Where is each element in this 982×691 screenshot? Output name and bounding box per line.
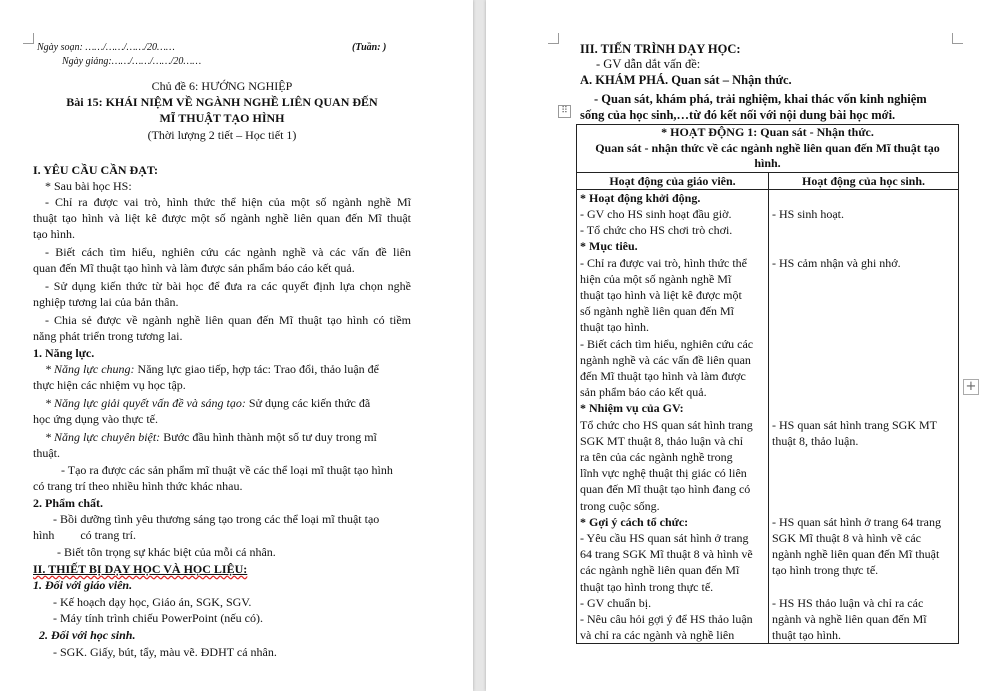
student-activity-line: [772, 190, 955, 206]
teacher-activity-line: - Chỉ ra được vai trò, hình thức thể: [580, 255, 747, 270]
teacher-activity-line: và chỉ ra các ngành và nghề liên: [580, 628, 735, 643]
teacher-activity-line: - Tổ chức cho HS chơi trò chơi.: [580, 223, 733, 238]
student-activity-line: - HS quan sát hình trang SGK MT: [772, 417, 937, 432]
student-activity-line: - HS sinh hoạt.: [772, 206, 844, 221]
student-activity-line: [772, 449, 955, 465]
teacher-activity-line: các ngành nghề liên quan đến Mĩ: [580, 563, 740, 578]
part-a-heading: A. KHÁM PHÁ. Quan sát – Nhận thức.: [580, 73, 792, 87]
competency-specific-cont: - Tạo ra được các sản phẩm mĩ thuật về các thể loại mĩ thuật tạo hình: [61, 463, 393, 477]
competency-problem-text: Sử dụng các kiến thức đã: [245, 396, 371, 410]
teacher-subheading: * Hoạt động khởi động.: [580, 190, 701, 205]
table-title-line: Quan sát - nhận thức về các ngành nghề liên quan đến Mĩ thuật tạo: [595, 140, 940, 155]
lesson-title-line-1: Bài 15: KHÁI NIỆM VỀ NGÀNH NGHỀ LIÊN QUAN ĐẾN: [66, 95, 378, 109]
teacher-activity-line: quan đến Mĩ thuật tạo hình đang có: [580, 482, 751, 497]
quality-line: - Bồi dưỡng tình yêu thương sáng tạo trong các thể loại mĩ thuật tạo: [53, 512, 380, 526]
competency-problem-solving: [33, 396, 423, 412]
section-2-heading: [33, 562, 411, 578]
teacher-activity-line: - Nêu câu hỏi gợi ý để HS thảo luận: [580, 611, 753, 626]
teacher-activity-line: - Yêu cầu HS quan sát hình ở trang: [580, 530, 749, 545]
student-activity-line: [772, 238, 955, 254]
teacher-activity-line: lĩnh vực nghệ thuật thị giác có liên: [580, 466, 747, 481]
quality-line-end: có trang trí.: [80, 528, 136, 542]
competency-general-text: Năng lực giao tiếp, hợp tác: Trao đổi, thảo luận để: [134, 362, 380, 376]
objective-line: - Chỉ ra được vai trò, hình thức thể hiện của một số ngành nghề Mĩ: [45, 195, 411, 209]
student-activity-line: thuật 8, thảo luận.: [772, 433, 859, 448]
student-activity-line: - HS quan sát hình ở trang 64 trang: [772, 514, 941, 529]
student-material: - SGK. Giấy, bút, tẩy, màu vẽ. ĐDHT cá nhân.: [53, 645, 277, 659]
document-page-right: [486, 0, 982, 691]
teacher-activity-line: SGK MT thuật 8, thảo luận và chỉ: [580, 433, 744, 448]
lesson-duration: (Thời lượng 2 tiết – Học tiết 1): [147, 128, 297, 142]
activity-table: [576, 124, 959, 644]
part-a-description-cont: sống của học sinh,…từ đó kết nối với nội dung bài học mới.: [580, 108, 896, 122]
student-activity-line: [772, 303, 955, 319]
student-activity-line: [772, 481, 955, 497]
section-2-heading-text: II. THIẾT BỊ DẠY HỌC VÀ HỌC LIỆU:: [33, 562, 248, 576]
table-title-row: [577, 125, 959, 173]
table-header-row: [577, 172, 959, 189]
teacher-activity-line: 64 trang SGK Mĩ thuật 8 và hình vẽ: [580, 547, 753, 562]
week-label: (Tuần: ): [352, 42, 387, 53]
part-a-description: - Quan sát, khám phá, trải nghiệm, khai thác vốn kinh nghiệm: [594, 92, 927, 106]
table-title-cell: [577, 125, 959, 173]
date-plan: Ngày soạn: ……/……/……/20……: [37, 42, 175, 53]
teacher-activity-line: sản phẩm báo cáo kết quả.: [580, 385, 707, 400]
section-3-heading: III. TIẾN TRÌNH DẠY HỌC:: [580, 42, 741, 56]
section-3-intro: - GV dẫn dắt vấn đề:: [596, 57, 701, 71]
table-row: [577, 189, 959, 644]
competency-problem-label: * Năng lực giải quyết vấn đề và sáng tạo:: [45, 396, 246, 410]
objective-line: quan đến Mĩ thuật tạo hình và làm được sản phẩm báo cáo kết quả.: [33, 261, 355, 275]
table-move-handle[interactable]: ⠿: [558, 105, 571, 118]
teacher-activities-cell: [577, 189, 769, 644]
competency-general-label: * Năng lực chung:: [45, 362, 135, 376]
lesson-title-line-2: MĨ THUẬT TẠO HÌNH: [159, 111, 285, 125]
student-activity-line: [772, 498, 955, 514]
student-activity-line: [772, 400, 955, 416]
competency-general-cont: thực hiện các nhiệm vụ học tập.: [33, 378, 186, 392]
objective-line: - Chia sẻ được về ngành nghề liên quan đến Mĩ thuật tạo hình có tiềm: [45, 313, 411, 327]
student-activity-line: tạo hình trong thực tế.: [772, 563, 879, 578]
student-activity-line: [772, 319, 955, 335]
student-activity-line: [772, 384, 955, 400]
teacher-activity-line: ra tên của các ngành nghề trong: [580, 449, 733, 464]
teacher-material: - Kế hoạch dạy học, Giáo án, SGK, SGV.: [53, 595, 252, 609]
competency-heading: 1. Năng lực.: [33, 346, 95, 360]
teacher-column-header: Hoạt động của giáo viên.: [577, 172, 769, 189]
teacher-activity-line: đến Mĩ thuật tạo hình và làm được: [580, 368, 746, 383]
objective-line: nghiệp tương lai của bản thân.: [33, 295, 179, 309]
quality-line: - Biết tôn trọng sự khác biệt của mỗi cá nhân.: [57, 545, 276, 559]
student-materials-heading: 2. Đối với học sinh.: [39, 628, 136, 642]
objective-line: tạo hình.: [33, 227, 75, 241]
table-title-line: hình.: [754, 156, 781, 170]
date-teach: Ngày giảng:……/……/……/20……: [62, 56, 202, 67]
student-activity-line: [772, 336, 955, 352]
teacher-activity-line: trong cuộc sống.: [580, 498, 660, 513]
quality-line-start: hình: [33, 528, 55, 542]
student-activity-line: [772, 352, 955, 368]
qualities-heading: 2. Phẩm chất.: [33, 496, 103, 510]
teacher-activity-line: - Biết cách tìm hiểu, nghiên cứu các: [580, 336, 754, 351]
student-activity-line: [772, 271, 955, 287]
teacher-activity-line: - GV chuẩn bị.: [580, 595, 652, 610]
teacher-activity-line: hiện của một số ngành nghề Mĩ: [580, 271, 732, 286]
student-activity-line: - HS HS thảo luận và chỉ ra các: [772, 595, 924, 610]
competency-specific-label: * Năng lực chuyên biệt:: [45, 430, 161, 444]
add-row-button[interactable]: +: [963, 379, 979, 395]
quality-line: [33, 528, 411, 544]
teacher-subheading: * Gợi ý cách tổ chức:: [580, 514, 689, 529]
objective-line: năng phát triển trong tương lai.: [33, 329, 183, 343]
section-1-intro: * Sau bài học HS:: [45, 179, 132, 193]
student-activities-cell: [769, 189, 959, 644]
teacher-materials-heading: 1. Đối với giáo viên.: [33, 578, 133, 592]
student-column-header: Hoạt động của học sinh.: [769, 172, 959, 189]
objective-line: thuật tạo hình và liệt kê được một số ngành nghề liên quan đến Mĩ thuật: [33, 211, 411, 225]
competency-specific-text: Bước đầu hình thành một số tư duy trong mĩ: [160, 430, 377, 444]
student-activity-line: [772, 222, 955, 238]
student-activity-line: ngành nghề liên quan đến Mĩ thuật: [772, 547, 940, 562]
competency-general: [33, 362, 423, 378]
teacher-activity-line: ngành nghề và các vấn đề liên quan: [580, 352, 751, 367]
objective-line: - Biết cách tìm hiểu, nghiên cứu các ngành nghề và các vấn đề liên: [45, 245, 411, 259]
student-activity-line: [772, 579, 955, 595]
teacher-activity-line: số ngành nghề liên quan đến Mĩ: [580, 304, 734, 319]
objective-line: - Sử dụng kiến thức từ bài học để đưa ra các quyết định lựa chọn nghề: [45, 279, 411, 293]
teacher-subheading: * Mục tiêu.: [580, 239, 638, 254]
student-activity-line: thuật tạo hình.: [772, 628, 841, 643]
teacher-activity-line: thuật tạo hình.: [580, 320, 649, 335]
student-activity-line: SGK Mĩ thuật 8 và hình vẽ các: [772, 530, 921, 545]
student-activity-line: - HS cảm nhận và ghi nhớ.: [772, 255, 901, 270]
section-1-heading: I. YÊU CẦU CẦN ĐẠT:: [33, 163, 158, 177]
crop-mark: [23, 33, 34, 44]
student-activity-line: [772, 368, 955, 384]
competency-specific-cont: có trang trí theo nhiều hình thức khác nhau.: [33, 479, 243, 493]
student-activity-line: [772, 465, 955, 481]
competency-specific: [33, 430, 423, 446]
competency-problem-cont: học ứng dụng vào thực tế.: [33, 412, 158, 426]
table-title-line: * HOẠT ĐỘNG 1: Quan sát - Nhận thức.: [661, 125, 874, 139]
crop-mark: [548, 33, 559, 44]
student-activity-line: [772, 287, 955, 303]
teacher-subheading: * Nhiệm vụ của GV:: [580, 401, 684, 416]
crop-mark: [952, 33, 963, 44]
topic-title: Chủ đề 6: HƯỚNG NGHIỆP: [151, 79, 293, 93]
teacher-activity-line: Tổ chức cho HS quan sát hình trang: [580, 417, 753, 432]
document-page-left: [0, 0, 473, 691]
teacher-activity-line: thuật tạo hình trong thực tế.: [580, 579, 714, 594]
student-activity-line: ngành và nghề liên quan đến Mĩ: [772, 611, 927, 626]
teacher-activity-line: thuật tạo hình và liệt kê được một: [580, 287, 742, 302]
competency-specific-cont: thuật.: [33, 446, 60, 460]
teacher-material: - Máy tính trình chiếu PowerPoint (nếu có).: [53, 611, 263, 625]
teacher-activity-line: - GV cho HS sinh hoạt đầu giờ.: [580, 206, 732, 221]
